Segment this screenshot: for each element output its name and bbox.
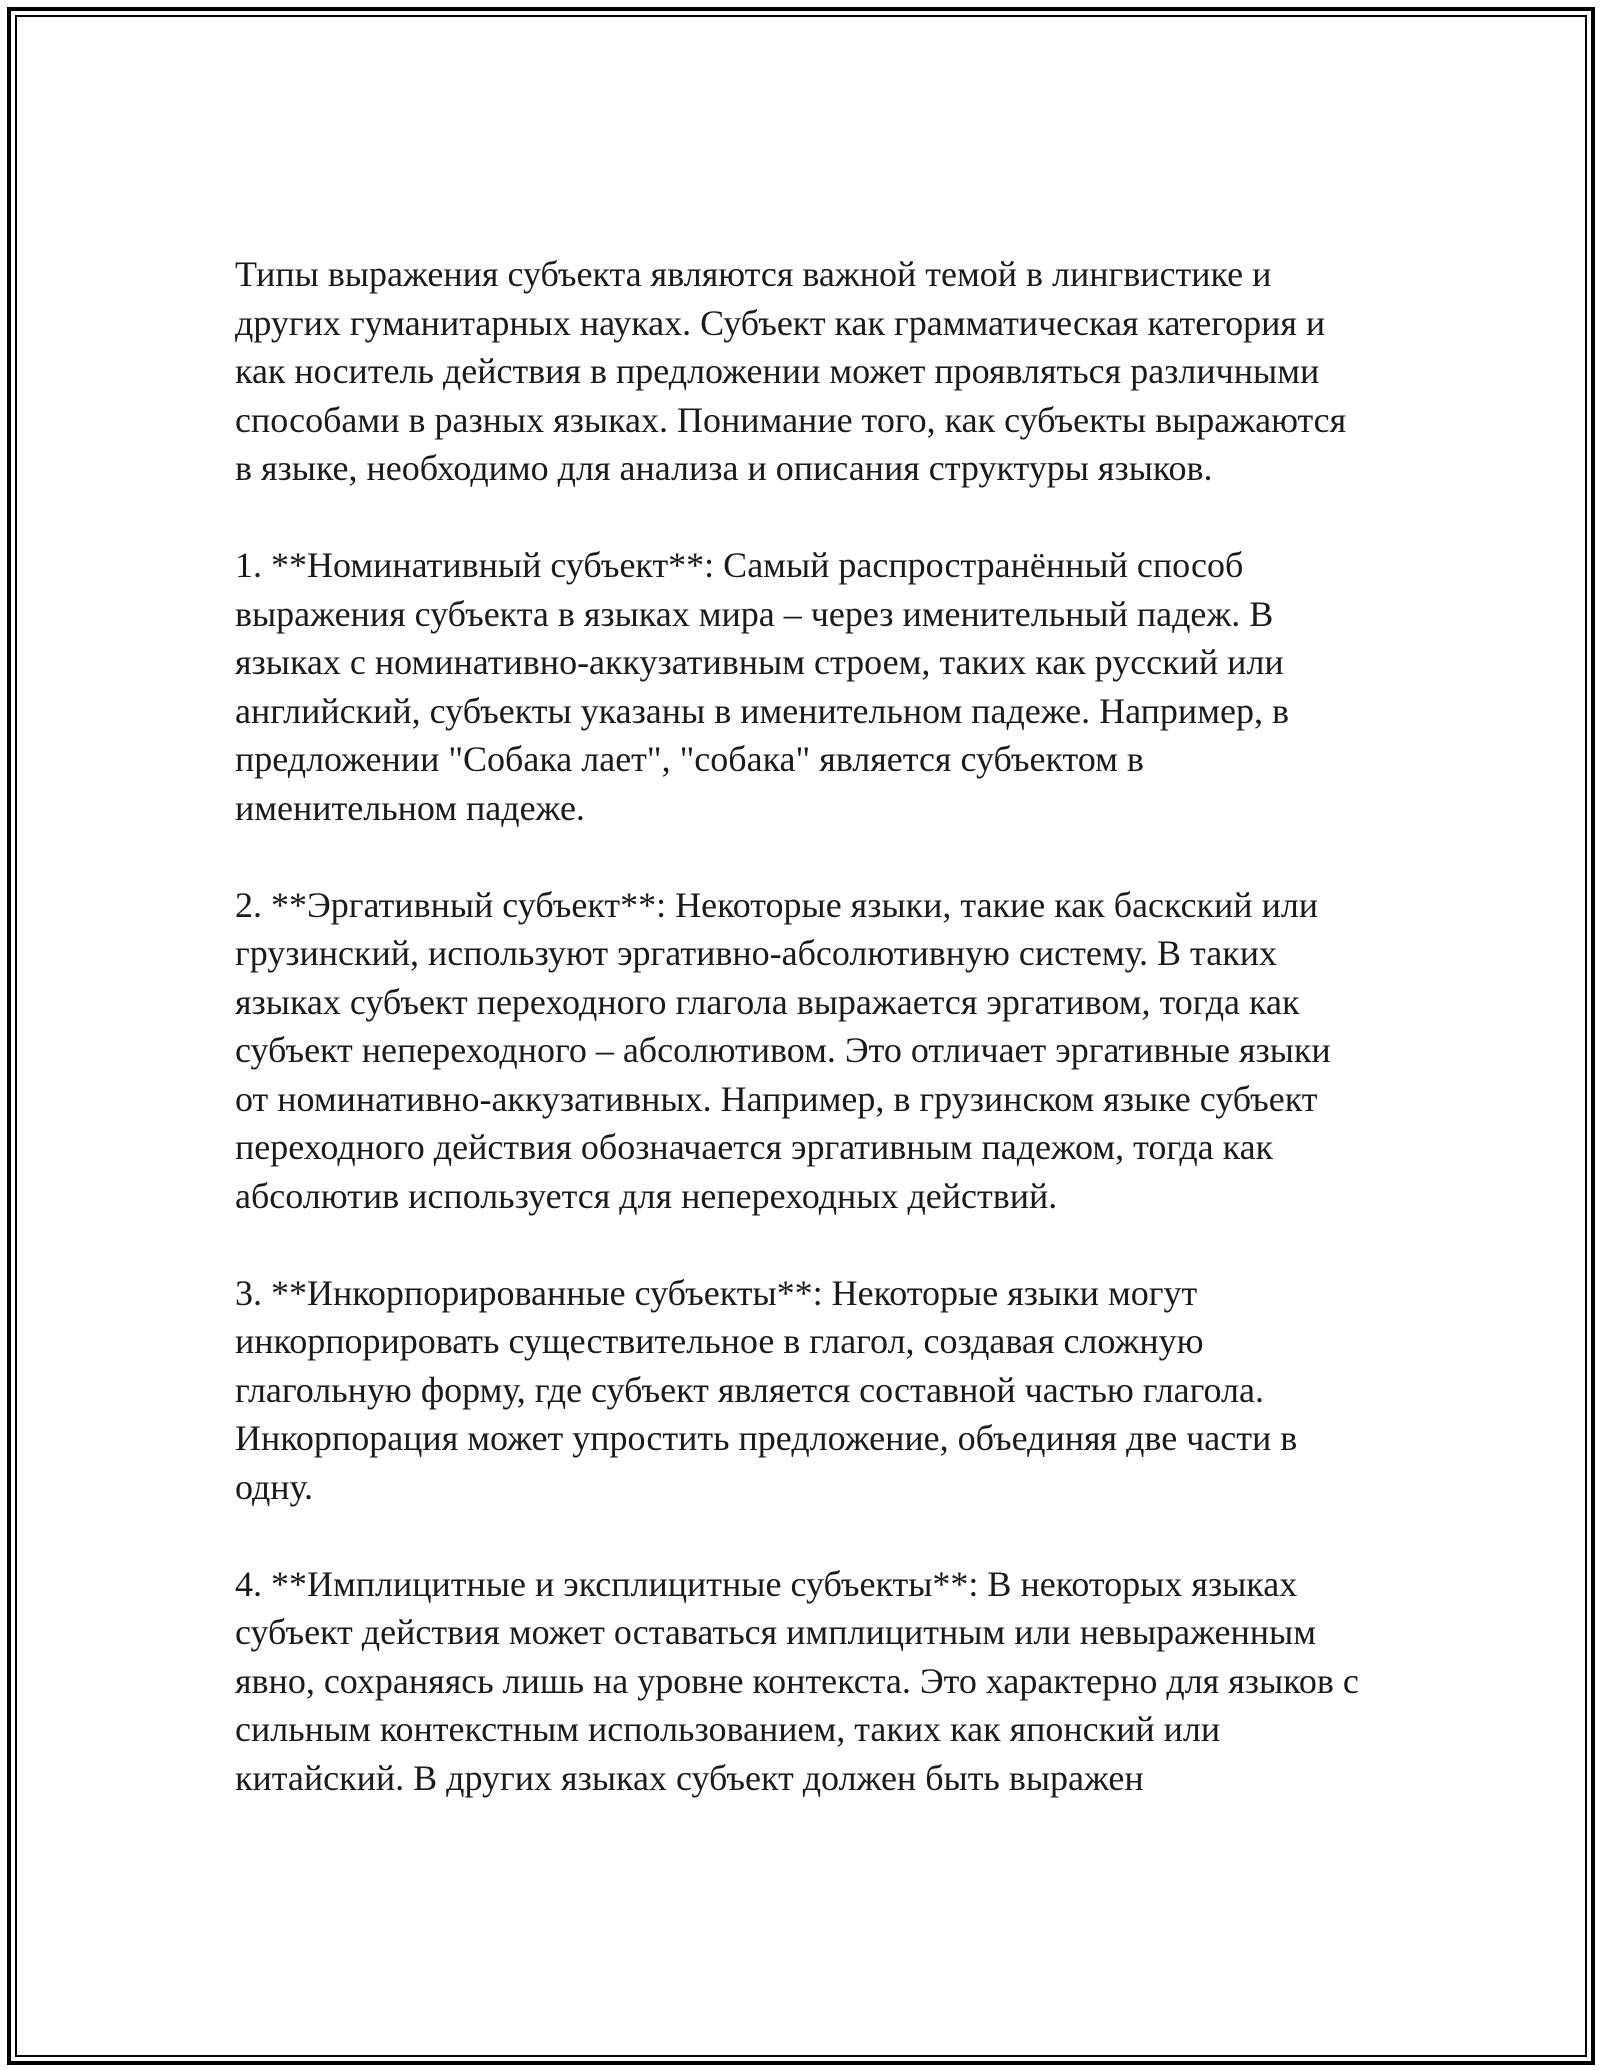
paragraph-ergative-subject: 2. **Эргативный субъект**: Некоторые языки, такие как баскский или грузинский, используют эргативно-абсолютивную систему. В таких языках субъект переходного глагола выражается эргативом, тогда как субъект непереходного – абсолютивом. Это отличает эргативные языки от номинативно-аккузативных. Например, в грузинском языке субъект переходного действия обозначается эргативным падежом, тогда как абсолютив используется для непереходных действий. — [235, 884, 1331, 1216]
document-body — [235, 250, 1370, 1802]
paragraph-nominative-subject: 1. **Номинативный субъект**: Самый распространённый способ выражения субъекта в языках мира – через именительный падеж. В языках с номинативно-аккузативным строем, таких как русский или английский, субъекты указаны в именительном падеже. Например, в предложении "Собака лает", "собака" является субъектом в именительном падеже. — [235, 545, 1289, 828]
paragraph-incorporated-subjects: 3. **Инкорпорированные субъекты**: Некоторые языки могут инкорпорировать существительное в глагол, создавая сложную глагольную форму, где субъект является составной частью глагола. Инкорпорация может упростить предложение, объединяя две части в одну. — [235, 1272, 1298, 1507]
paragraph-implicit-explicit-subjects: 4. **Имплицитные и эксплицитные субъекты**: В некоторых языках субъект действия может оставаться имплицитным или невыраженным явно, сохраняясь лишь на уровне контекста. Это характерно для языков с сильным контекстным использованием, таких как японский или китайский. В других языках субъект должен быть выражен — [235, 1563, 1359, 1798]
paragraph-intro: Типы выражения субъекта являются важной темой в лингвистике и других гуманитарных науках. Субъект как грамматическая категория и как носитель действия в предложении может проявляться различными способами в разных языках. Понимание того, как субъекты выражаются в языке, необходимо для анализа и описания структуры языков. — [235, 254, 1347, 488]
